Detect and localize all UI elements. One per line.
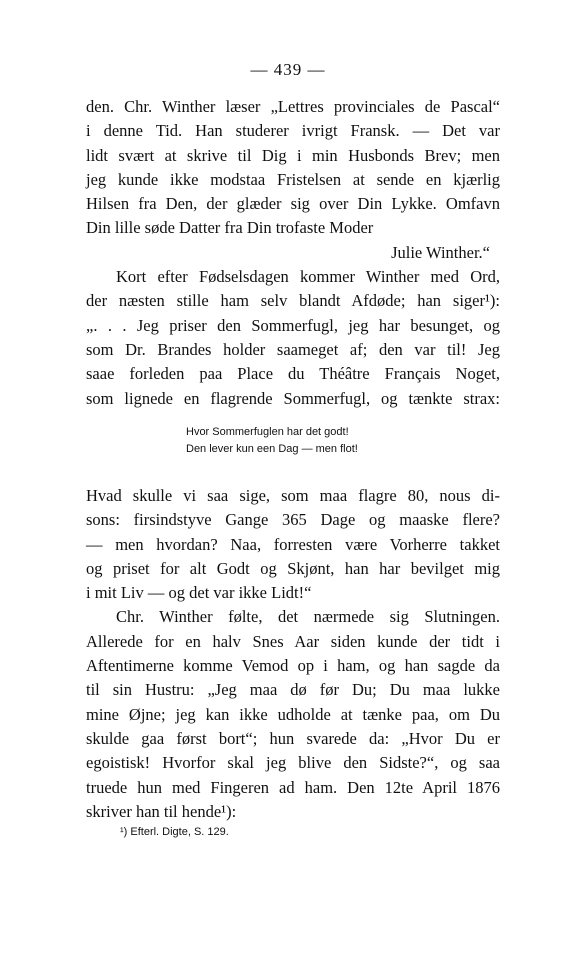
letter-paragraph [86, 95, 500, 411]
text-line: Allerede for en halv Snes Aar siden kunde der tidt i [86, 631, 500, 651]
signature-line: Julie Winther.“ [391, 242, 490, 262]
text-line: „. . . Jeg priser den Sommerfugl, jeg har besunget, og [86, 315, 500, 335]
verse-line: Hvor Sommerfuglen har det godt! [186, 426, 349, 438]
text-line: som Dr. Brandes holder saameget af; den var til! Jeg [86, 339, 500, 359]
text-line: til sin Hustru: „Jeg maa dø før Du; Du maa lukke [86, 680, 500, 700]
text-line: truede hun med Fingeren ad ham. Den 12te April 1876 [86, 777, 500, 797]
verse-quote [186, 424, 358, 458]
text-line: mine Øjne; jeg kan ikke udholde at tænke paa, om Du [86, 704, 500, 724]
text-line: Hilsen fra Den, der glæder sig over Din Lykke. Omfavn [86, 194, 500, 214]
text-line: i denne Tid. Han studerer ivrigt Fransk. — Det var [86, 121, 500, 141]
text-line: og priset for alt Godt og Skjønt, han har bevilget mig [86, 558, 500, 578]
text-line: Kort efter Fødselsdagen kommer Winther med Ord, [116, 267, 500, 287]
text-line: der næsten stille ham selv blandt Afdøde; han siger¹): [86, 291, 500, 311]
text-line: skriver han til hende¹): [86, 801, 237, 821]
text-line: Din lille søde Datter fra Din trofaste Moder [86, 218, 374, 238]
text-line: — men hvordan? Naa, forresten være Vorherre takket [86, 534, 500, 554]
page-number: — 439 — [250, 60, 326, 79]
text-line: saae forleden paa Place du Théâtre Français Noget, [86, 364, 500, 384]
verse-line: Den lever kun een Dag — men flot! [186, 443, 358, 455]
text-line: jeg kunde ikke modstaa Fristelsen at sende en kjærlig [86, 169, 500, 189]
letter-paragraph [86, 484, 500, 824]
text-line: den. Chr. Winther læser „Lettres provinciales de Pascal“ [86, 97, 500, 116]
text-line: lidt svært at skrive til Dig i min Husbonds Brev; men [86, 145, 500, 165]
text-line: skulde gaa først bort“; hun svarede da: „Hvor Du er [86, 728, 500, 748]
text-line: Chr. Winther følte, det nærmede sig Slutningen. [116, 607, 500, 627]
text-line: Aftentimerne komme Vemod op i ham, og han sagde da [86, 656, 500, 676]
text-line: i mit Liv — og det var ikke Lidt!“ [86, 583, 312, 603]
footnote: ¹) Efterl. Digte, S. 129. [120, 826, 229, 838]
text-line: Hvad skulle vi saa sige, som maa flagre 80, nous di- [86, 486, 500, 505]
text-line: egoistisk! Hvorfor skal jeg blive den Sidste?“, og saa [86, 753, 500, 773]
text-line: som lignede en flagrende Sommerfugl, og tænkte strax: [86, 388, 500, 408]
text-line: sons: firsindstyve Gange 365 Dage og maaske flere? [86, 510, 500, 530]
